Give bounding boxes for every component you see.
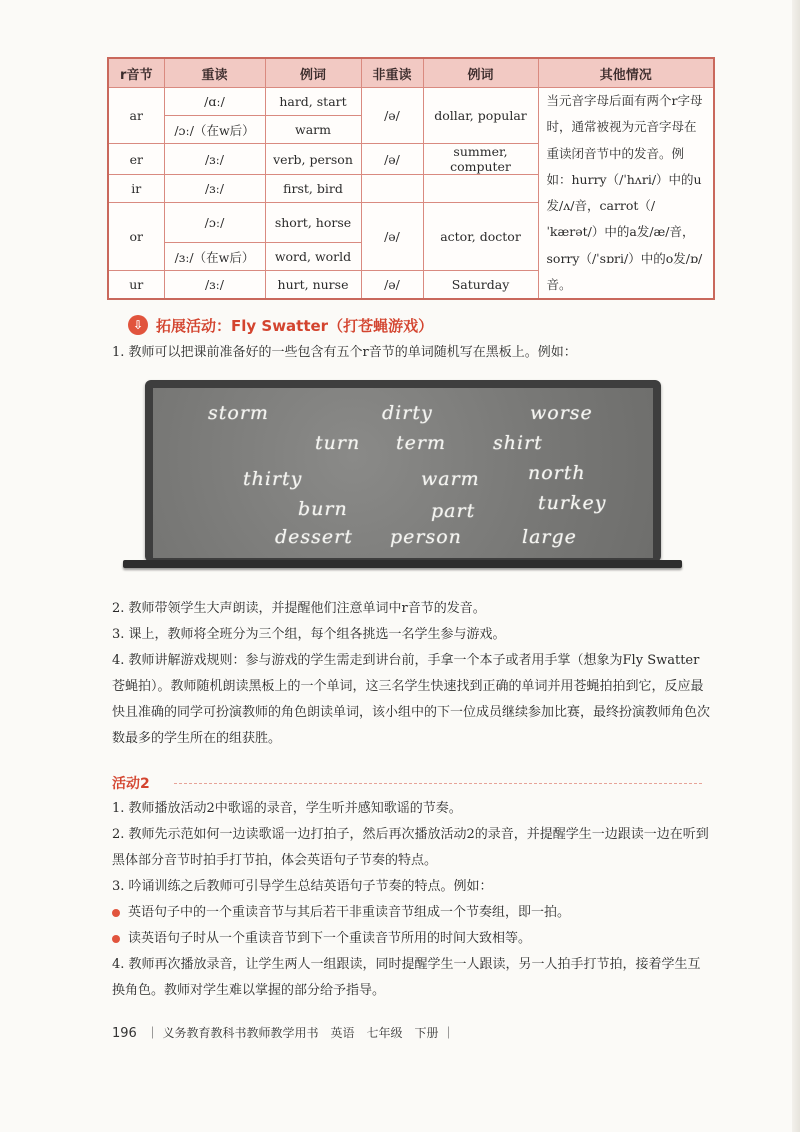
- extension-heading: [128, 314, 433, 336]
- chalk-word: turkey: [538, 492, 607, 514]
- blackboard-ledge: [123, 560, 682, 568]
- chalk-word: turn: [315, 432, 361, 454]
- table-cell: ar: [108, 88, 164, 144]
- table-cell: [361, 175, 423, 203]
- activity-2-step-3: 3. 吟诵训练之后教师可引导学生总结英语句子节奏的特点。例如：: [112, 879, 493, 894]
- table-cell: actor, doctor: [423, 203, 538, 271]
- chalk-word: shirt: [493, 432, 543, 454]
- bullet-text: 读英语句子时从一个重读音节到下一个重读音节所用的时间大致相等。: [128, 931, 532, 946]
- chalk-word: term: [396, 432, 446, 454]
- bullet-icon: [112, 909, 120, 917]
- table-cell: /ɔː/: [164, 203, 265, 243]
- table-header: r音节: [108, 58, 164, 88]
- table-cell: [423, 175, 538, 203]
- extension-title: 拓展活动：Fly Swatter（打苍蝇游戏）: [156, 316, 434, 335]
- table-cell: /ɜː/: [164, 144, 265, 175]
- download-icon: ⇩: [128, 315, 148, 335]
- table-header: 非重读: [361, 58, 423, 88]
- extension-step-2: 2. 教师带领学生大声朗读，并提醒他们注意单词中r音节的发音。: [112, 601, 486, 616]
- table-cell: hard, start: [265, 88, 361, 116]
- table-cell: /ə/: [361, 271, 423, 300]
- chalk-word: thirty: [243, 468, 303, 490]
- page-number: 196: [112, 1026, 137, 1041]
- table-cell: /ɜː/: [164, 175, 265, 203]
- table-cell: summer, computer: [423, 144, 538, 175]
- table-cell-other: 当元音字母后面有两个r字母时，通常被视为元音字母在重读闭音节中的发音。例如：hurry（/ˈhʌri/）中的u发/ʌ/音，carrot（/ˈkærət/）中的a发/æ/音，sorry（/ˈsɒri/）中的o发/ɒ/音。: [538, 88, 714, 300]
- table-cell: first, bird: [265, 175, 361, 203]
- table-cell: ir: [108, 175, 164, 203]
- chalk-word: dessert: [275, 526, 353, 548]
- chalk-word: part: [431, 500, 476, 522]
- chalk-word: dirty: [382, 402, 433, 424]
- table-header: 例词: [265, 58, 361, 88]
- table-cell: /ɔː/（在w后）: [164, 116, 265, 144]
- activity-2-bullet-2: [112, 926, 712, 952]
- table-cell: word, world: [265, 243, 361, 271]
- table-cell: /ə/: [361, 88, 423, 144]
- table-cell: /ɜː/: [164, 271, 265, 300]
- page-edge: [792, 0, 800, 1132]
- chalk-word: storm: [208, 402, 269, 424]
- chalk-word: large: [522, 526, 577, 548]
- extension-step-1: 1. 教师可以把课前准备好的一些包含有五个r音节的单词随机写在黑板上。例如：: [112, 345, 577, 360]
- extension-step-3: 3. 课上，教师将全班分为三个组，每个组各挑选一名学生参与游戏。: [112, 627, 506, 642]
- chalk-word: north: [528, 462, 586, 484]
- table-header: 例词: [423, 58, 538, 88]
- table-header: 其他情况: [538, 58, 714, 88]
- page-footer: [112, 1024, 454, 1041]
- bullet-text: 英语句子中的一个重读音节与其后若干非重读音节组成一个节奏组，即一拍。: [128, 905, 571, 920]
- chalk-word: person: [390, 526, 462, 548]
- table-cell: verb, person: [265, 144, 361, 175]
- chalk-word: worse: [530, 402, 593, 424]
- table-row: [108, 88, 714, 116]
- activity-2-step-2: 2. 教师先示范如何一边读歌谣一边打拍子，然后再次播放活动2的录音，并提醒学生一边跟读一边在听到黑体部分音节时拍手打节拍，体会英语句子节奏的特点。: [112, 827, 709, 868]
- activity-2-step-4: 4. 教师再次播放录音，让学生两人一组跟读，同时提醒学生一人跟读，另一人拍手打节拍，接着学生互换角色。教师对学生难以掌握的部分给予指导。: [112, 957, 701, 998]
- r-syllable-table: [107, 57, 715, 300]
- table-header: 重读: [164, 58, 265, 88]
- table-header-row: [108, 58, 714, 88]
- table-cell: dollar, popular: [423, 88, 538, 144]
- activity-2-bullet-1: [112, 900, 712, 926]
- extension-step-4: 4. 教师讲解游戏规则：参与游戏的学生需走到讲台前，手拿一个本子或者用手掌（想象为Fly Swatter苍蝇拍）。教师随机朗读黑板上的一个单词，这三名学生快速找到正确的单词并用苍蝇拍拍到它，反应最快且准确的同学可扮演教师的角色朗读单词，该小组中的下一位成员继续参加比赛，最终扮演教师角色次数最多的学生所在的组获胜。: [112, 653, 711, 746]
- activity-2-step-1: 1. 教师播放活动2中歌谣的录音，学生听并感知歌谣的节奏。: [112, 801, 462, 816]
- table-cell: er: [108, 144, 164, 175]
- table-cell: short, horse: [265, 203, 361, 243]
- table-cell: hurt, nurse: [265, 271, 361, 300]
- chalk-word: warm: [421, 468, 480, 490]
- footer-text: ｜ 义务教育教科书教师教学用书 英语 七年级 下册 ｜: [146, 1026, 455, 1040]
- table-cell: /ɑː/: [164, 88, 265, 116]
- activity-2-title: 活动2: [112, 776, 150, 792]
- table-cell: /ə/: [361, 144, 423, 175]
- table-cell: Saturday: [423, 271, 538, 300]
- table-cell: /ə/: [361, 203, 423, 271]
- table-cell: /ɜː/（在w后）: [164, 243, 265, 271]
- table-cell: warm: [265, 116, 361, 144]
- chalk-word: burn: [298, 498, 348, 520]
- bullet-icon: [112, 935, 120, 943]
- table-cell: or: [108, 203, 164, 271]
- activity-2-divider: [174, 783, 702, 784]
- table-cell: ur: [108, 271, 164, 300]
